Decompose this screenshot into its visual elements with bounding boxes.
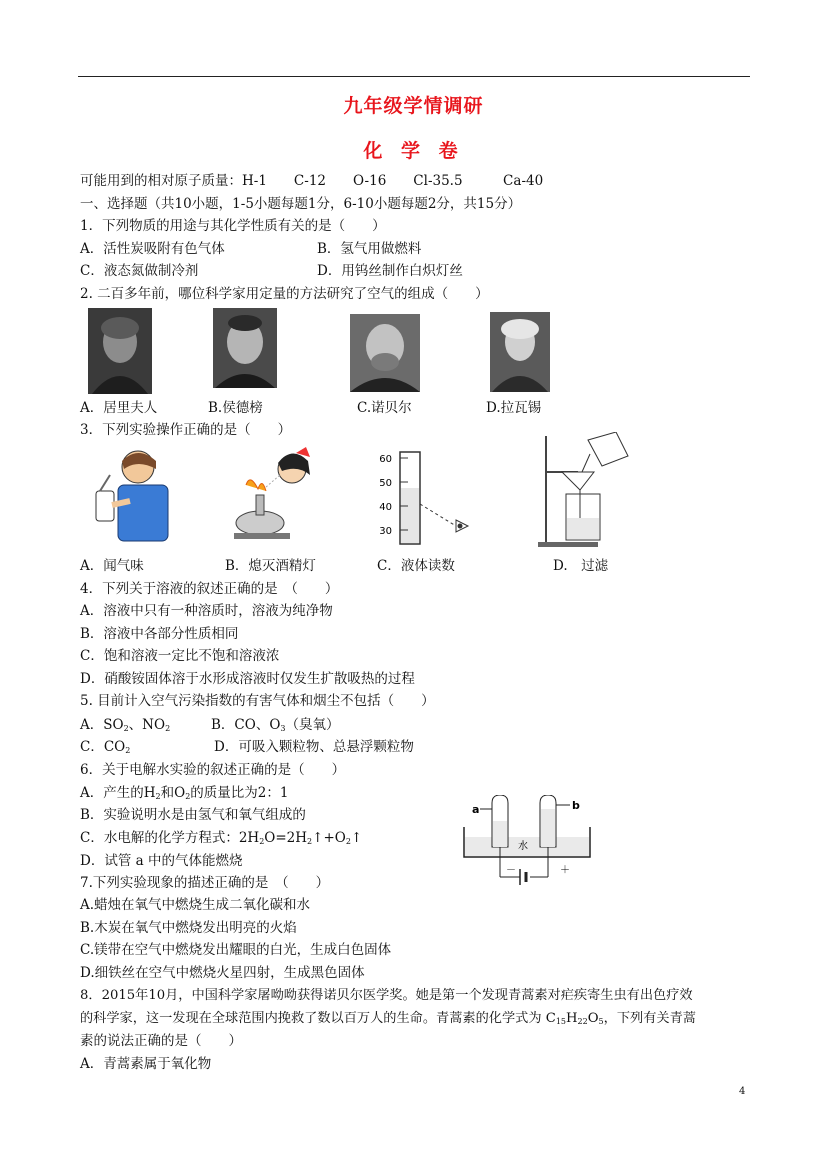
extinguish-lamp-illustration <box>226 445 322 545</box>
q7-option-c: C.镁带在空气中燃烧发出耀眼的白光，生成白色固体 <box>80 942 392 958</box>
q6-option-a: A．产生的$H_2$和$O_2$的质量比为2：1 <box>80 785 289 801</box>
q6-option-c: C．水电解的化学方程式：$2H_2O=2H_2↑+O_2↑$ <box>80 830 363 846</box>
q7-option-a: A.蜡烛在氧气中燃烧生成二氧化碳和水 <box>80 897 311 913</box>
q2-option-d: D.拉瓦锡 <box>486 400 542 416</box>
q5-stem: 5. 目前计入空气污染指数的有害气体和烟尘不包括（ ） <box>80 693 435 709</box>
q8-stem-line2: 的科学家，这一发现在全球范围内挽救了数以百万人的生命。青蒿素的化学式为 $C_{15}H_{22}O_5$，下列有关青蒿 <box>80 1011 696 1026</box>
q3-option-a: A．闻气味 <box>80 558 144 574</box>
atomic-mass-line: 可能用到的相对原子质量：H-1 C-12 O-16 Cl-35.5 Ca-40 <box>80 173 544 189</box>
q7-option-d: D.细铁丝在空气中燃烧火星四射，生成黑色固体 <box>80 965 365 981</box>
portrait-curie <box>88 308 152 394</box>
q3-option-d: D. 过滤 <box>553 558 609 574</box>
q7-option-b: B.木炭在氧气中燃烧发出明亮的火焰 <box>80 920 297 936</box>
q4-option-b: B．溶液中各部分性质相同 <box>80 626 239 642</box>
portrait-hou-debang <box>213 308 277 388</box>
q3-option-c: C．液体读数 <box>377 558 455 574</box>
q1-option-a: A．活性炭吸附有色气体 <box>80 241 225 257</box>
tube-label-a: a <box>472 803 480 816</box>
q8-stem-line1: 8．2015年10月，中国科学家屠呦呦获得诺贝尔医学奖。她是第一个发现青蒿素对疟疾寄生虫有出色疗效 <box>80 988 693 1003</box>
tube-label-b: b <box>572 799 580 812</box>
q3-stem: 3．下列实验操作正确的是（ ） <box>80 422 292 438</box>
filtration-illustration <box>532 432 632 548</box>
q6-option-d: D．试管 a 中的气体能燃烧 <box>80 853 243 869</box>
portrait-lavoisier <box>490 312 550 392</box>
q2-option-a: A．居里夫人 <box>80 400 158 416</box>
q5-option-b: B．CO、$O_3$（臭氧） <box>211 717 340 733</box>
cylinder-reading-illustration <box>372 448 482 548</box>
portrait-nobel <box>350 314 420 392</box>
q4-option-d: D．硝酸铵固体溶于水形成溶液时仅发生扩散吸热的过程 <box>80 671 415 687</box>
water-label: 水 <box>518 841 528 852</box>
header-rule <box>78 76 750 77</box>
cyl-tick-50: 50 <box>379 478 392 489</box>
q1-stem: 1．下列物质的用途与其化学性质有关的是（ ） <box>80 218 386 234</box>
q1-option-d: D．用钨丝制作白炽灯丝 <box>317 263 463 279</box>
q4-stem: 4．下列关于溶液的叙述正确的是 （ ） <box>80 581 339 597</box>
section-heading: 一、选择题（共10小题，1-5小题每题1分，6-10小题每题2分，共15分） <box>80 196 522 212</box>
q1-option-c: C．液态氮做制冷剂 <box>80 263 199 279</box>
q2-stem: 2. 二百多年前，哪位科学家用定量的方法研究了空气的组成（ ） <box>80 286 489 302</box>
q1-option-b: B．氢气用做燃料 <box>317 241 422 257</box>
q8-option-a: A．青蒿素属于氧化物 <box>80 1056 212 1072</box>
cyl-tick-60: 60 <box>379 454 392 465</box>
negative-terminal-label: － <box>506 865 516 876</box>
q3-option-b: B．熄灭酒精灯 <box>225 558 316 574</box>
q4-option-c: C．饱和溶液一定比不饱和溶液浓 <box>80 648 280 664</box>
q2-option-c: C.诺贝尔 <box>357 400 412 416</box>
q5-option-a: A．$SO_2$、$NO_2$ <box>80 717 171 733</box>
q7-stem: 7.下列实验现象的描述正确的是 （ ） <box>80 875 330 891</box>
q5-option-c: C．$CO_2$ <box>80 739 131 755</box>
q4-option-a: A．溶液中只有一种溶质时，溶液为纯净物 <box>80 603 333 619</box>
page-number: 4 <box>739 1086 746 1097</box>
q8-stem-line3: 素的说法正确的是（ ） <box>80 1033 242 1049</box>
q2-option-b: B.侯德榜 <box>208 400 263 416</box>
smelling-illustration <box>90 445 180 545</box>
positive-terminal-label: ＋ <box>560 865 570 876</box>
cyl-tick-40: 40 <box>379 502 392 513</box>
q6-option-b: B．实验说明水是由氢气和氧气组成的 <box>80 807 306 823</box>
exam-subtitle: 化 学 卷 <box>363 140 464 162</box>
q6-stem: 6．关于电解水实验的叙述正确的是（ ） <box>80 762 346 778</box>
cyl-tick-30: 30 <box>379 526 392 537</box>
exam-title: 九年级学情调研 <box>343 95 484 117</box>
electrolysis-diagram <box>450 795 600 887</box>
q5-option-d: D．可吸入颗粒物、总悬浮颗粒物 <box>214 739 414 755</box>
